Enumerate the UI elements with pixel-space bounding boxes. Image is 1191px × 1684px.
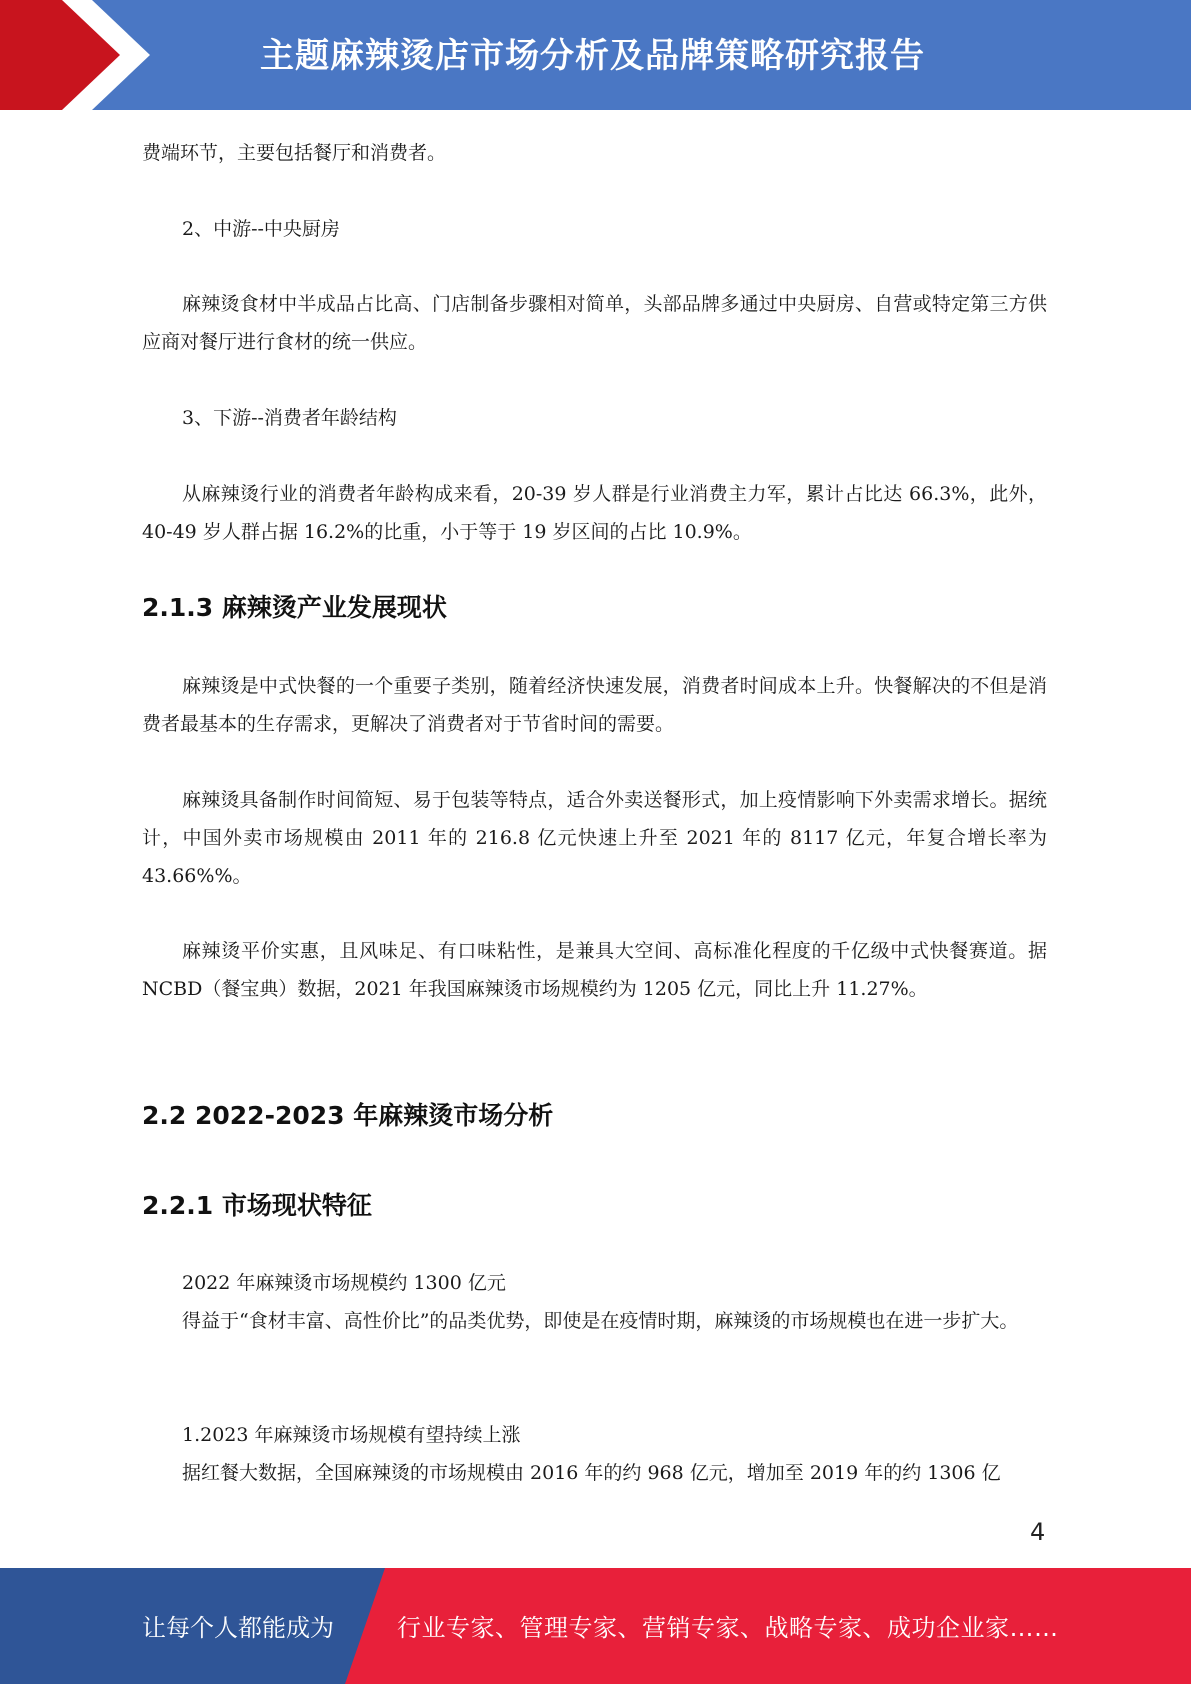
paragraph: 麻辣烫具备制作时间简短、易于包装等特点，适合外卖送餐形式，加上疫情影响下外卖需求增长。据统计，中国外卖市场规模由 2011 年的 216.8 亿元快速上升至 2021 年的 8117 亿元，年复合增长率为 43.66%%。 <box>142 789 1047 887</box>
list-item: 2、中游--中央厨房 <box>182 218 340 240</box>
section-heading: 2.2 2022-2023 年麻辣烫市场分析 <box>142 1101 554 1130</box>
paragraph: 费端环节，主要包括餐厅和消费者。 <box>142 142 447 164</box>
report-title: 主题麻辣烫店市场分析及品牌策略研究报告 <box>260 36 925 76</box>
page-footer <box>0 1568 1191 1684</box>
list-item: 1.2023 年麻辣烫市场规模有望持续上涨 <box>182 1424 521 1446</box>
page-number: 4 <box>1030 1518 1046 1546</box>
paragraph: 麻辣烫是中式快餐的一个重要子类别，随着经济快速发展，消费者时间成本上升。快餐解决的不但是消费者最基本的生存需求，更解决了消费者对于节省时间的需要。 <box>142 675 1047 735</box>
page-header <box>0 0 1191 110</box>
paragraph: 据红餐大数据，全国麻辣烫的市场规模由 2016 年的约 968 亿元，增加至 2019 年的约 1306 亿 <box>182 1462 1001 1484</box>
section-heading: 2.2.1 市场现状特征 <box>142 1191 372 1220</box>
footer-slogan-left: 让每个人都能成为 <box>142 1614 334 1642</box>
paragraph: 得益于“食材丰富、高性价比”的品类优势，即使是在疫情时期，麻辣烫的市场规模也在进一步扩大。 <box>182 1310 1019 1332</box>
section-heading: 2.1.3 麻辣烫产业发展现状 <box>142 593 447 622</box>
paragraph: 从麻辣烫行业的消费者年龄构成来看，20-39 岁人群是行业消费主力军，累计占比达 66.3%，此外，40-49 岁人群占据 16.2%的比重，小于等于 19 岁区间的占比 10.9%。 <box>142 483 1047 543</box>
header-arrow-decoration <box>0 0 150 110</box>
list-item: 3、下游--消费者年龄结构 <box>182 407 397 429</box>
footer-slogan-right: 行业专家、管理专家、营销专家、战略专家、成功企业家…… <box>397 1614 1059 1642</box>
paragraph: 2022 年麻辣烫市场规模约 1300 亿元 <box>182 1272 506 1294</box>
paragraph: 麻辣烫平价实惠，且风味足、有口味粘性，是兼具大空间、高标准化程度的千亿级中式快餐赛道。据 NCBD（餐宝典）数据，2021 年我国麻辣烫市场规模约为 1205 亿元，同比上升 11.27%。 <box>142 940 1047 1000</box>
paragraph: 麻辣烫食材中半成品占比高、门店制备步骤相对简单，头部品牌多通过中央厨房、自营或特定第三方供应商对餐厅进行食材的统一供应。 <box>142 293 1047 353</box>
